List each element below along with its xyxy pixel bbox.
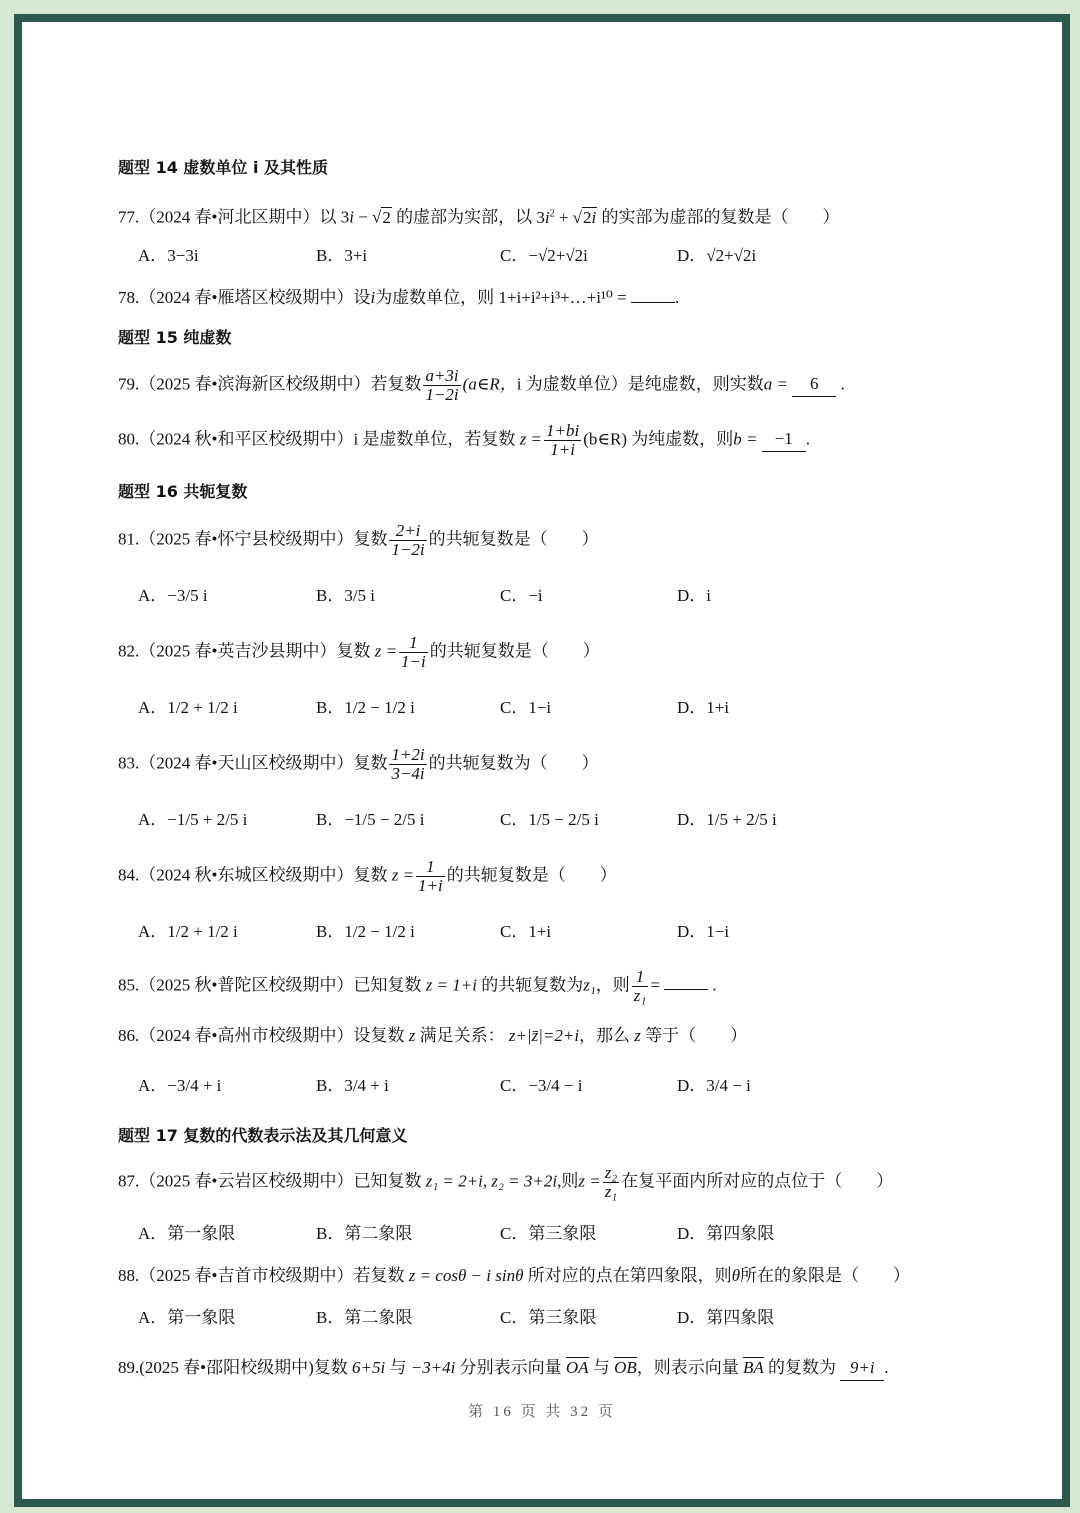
q87-text: 已知复数 [353, 1171, 422, 1191]
option-c[interactable]: C．1+i [500, 922, 552, 941]
question-81 [118, 522, 599, 559]
q77-expr-1: 3i − √2 [340, 207, 391, 227]
option-d[interactable]: D．1+i [677, 698, 730, 717]
section-title-15: 题型 15 纯虚数 [118, 328, 232, 347]
q78-expr: 1+i+i²+i³+…+i¹⁰ = [498, 288, 627, 307]
document-page [22, 22, 1062, 1499]
fraction: $\frac{a+3i}{1-2i}$ [425, 366, 459, 404]
q83-text-2: 的共轭复数为（ ） [428, 753, 599, 773]
q89-text: 复数 [313, 1358, 348, 1377]
q85-text-2: 的共轭复数为 [481, 975, 584, 995]
q86-text-2: 满足关系： [419, 1026, 505, 1045]
fraction: $\frac{2+i}{1-2i}$ [391, 521, 425, 559]
q87-text-2: 则 [561, 1171, 579, 1191]
q88-text-3: 所在的象限是（ ） [740, 1266, 911, 1285]
question-87 [118, 1164, 893, 1201]
q77-number: 77. [118, 207, 140, 227]
q88-theta: θ [731, 1266, 741, 1285]
option-a[interactable]: A．−3/5 i [138, 586, 208, 605]
q80-text-2: (b∈R) 为纯虚数，则 [583, 429, 734, 449]
option-a[interactable]: A．1/2 + 1/2 i [138, 922, 238, 941]
q89-text-3: 分别表示向量 [459, 1358, 562, 1377]
q85-number: 85. [118, 975, 140, 995]
q89-expr-1: 6+5i [352, 1358, 386, 1377]
option-c[interactable]: C．−√2+√2i [500, 246, 588, 265]
q86-source: （2024 春•高州市校级期中） [139, 1026, 354, 1045]
q88-expr: z = cosθ − i sinθ [408, 1266, 524, 1285]
q80-number: 80. [118, 429, 140, 449]
q86-text-3: ，那么 [579, 1026, 631, 1045]
q80-source: （2024 秋•和平区校级期中） [139, 429, 354, 449]
q82-source: （2025 春•英吉沙县期中） [139, 641, 337, 661]
question-80 [118, 422, 810, 459]
answer-blank[interactable]: 9+i [840, 1356, 884, 1381]
q89-text-5: ，则表示向量 [636, 1358, 739, 1377]
q85-source: （2025 秋•普陀区校级期中） [139, 975, 354, 995]
fraction: $\frac{1}{\text{z₁}}$ [633, 967, 647, 1005]
vector-ba: BA [743, 1358, 764, 1377]
section-title-17: 题型 17 复数的代数表示法及其几何意义 [118, 1126, 408, 1145]
section-title-14: 题型 14 虚数单位 i 及其性质 [118, 158, 329, 177]
question-86 [118, 1024, 747, 1048]
option-d[interactable]: D．第四象限 [677, 1224, 775, 1243]
q82-text: 复数 [336, 641, 371, 661]
q89-number: 89. [118, 1358, 140, 1377]
q88-source: （2025 春•吉首市校级期中） [139, 1266, 354, 1285]
q77-source: （2024 春•河北区期中） [139, 207, 320, 227]
option-a[interactable]: A．−1/5 + 2/5 i [138, 810, 248, 829]
q79-number: 79. [118, 374, 140, 394]
q81-number: 81. [118, 529, 140, 549]
option-b[interactable]: B．3/5 i [316, 586, 376, 605]
option-d[interactable]: D．i [677, 586, 711, 605]
q80-var-2: b = [733, 429, 758, 449]
q84-source: （2024 秋•东城区校级期中） [139, 865, 354, 885]
option-c[interactable]: C．1/5 − 2/5 i [500, 810, 599, 829]
vector-ob: OB [614, 1358, 637, 1377]
q85-end: . [712, 975, 717, 995]
q82-number: 82. [118, 641, 140, 661]
q89-text-2: 与 [389, 1358, 407, 1377]
q77-expr-2: $3i^2 + √2i$ [536, 207, 597, 227]
option-a[interactable]: A．3−3i [138, 246, 199, 265]
option-c[interactable]: C．−i [500, 586, 543, 605]
fraction: $\frac{\text{z₂}}{\text{z₁}}$ [604, 1163, 618, 1201]
q80-text: i 是虚数单位，若复数 [353, 429, 516, 449]
q79-source: （2025 春•滨海新区校级期中） [139, 374, 371, 394]
q87-text-3: 在复平面内所对应的点位于（ ） [621, 1171, 894, 1191]
q89-text-6: 的复数为 [768, 1358, 837, 1377]
q79-text-2: (a∈R， [462, 374, 517, 394]
q82-var: z = [374, 641, 398, 661]
q84-text: 复数 [353, 865, 388, 885]
answer-blank[interactable] [631, 302, 675, 303]
q86-text-4: 等于（ ） [645, 1026, 748, 1045]
q85-z1: z₁ [583, 975, 596, 995]
q87-number: 87. [118, 1171, 140, 1191]
q78-text-2: 为虚数单位，则 [375, 288, 495, 307]
q87-expr: z₁ = 2+i, z₂ = 3+2i, [425, 1171, 562, 1191]
fraction: $\frac{1+bi}{1+i}$ [546, 421, 580, 459]
q85-expr: z = 1+i [425, 975, 477, 995]
answer-blank[interactable] [664, 989, 708, 990]
q84-number: 84. [118, 865, 140, 885]
fraction: $\frac{1}{1+i}$ [418, 857, 443, 895]
q81-text-2: 的共轭复数是（ ） [428, 529, 599, 549]
fraction: $\frac{1}{1-i}$ [401, 633, 426, 671]
question-83 [118, 746, 599, 783]
question-82 [118, 634, 600, 671]
option-a[interactable]: A．第一象限 [138, 1308, 236, 1327]
q85-text-3: ，则 [595, 975, 630, 995]
option-d[interactable]: D．3/4 − i [677, 1076, 751, 1095]
question-89 [118, 1356, 889, 1381]
q79-end: . [840, 374, 845, 394]
q84-text-2: 的共轭复数是（ ） [446, 865, 617, 885]
q83-text: 复数 [353, 753, 388, 773]
q77-text-2: 的虚部为实部，以 [396, 207, 533, 227]
page-footer: 第 16 页 共 32 页 [468, 1404, 616, 1420]
q86-var: z [408, 1026, 416, 1045]
q86-expr: z+|z̄|=2+i [508, 1026, 580, 1045]
q85-eq: = [650, 975, 660, 995]
option-d[interactable]: D．√2+√2i [677, 246, 757, 265]
option-b[interactable]: B．第二象限 [316, 1224, 413, 1243]
option-b[interactable]: B．1/2 − 1/2 i [316, 698, 415, 717]
option-a[interactable]: A．−3/4 + i [138, 1076, 222, 1095]
q85-text: 已知复数 [353, 975, 422, 995]
q88-text-2: 所对应的点在第四象限，则 [527, 1266, 732, 1285]
q88-number: 88. [118, 1266, 140, 1285]
option-d[interactable]: D．第四象限 [677, 1308, 775, 1327]
q84-var: z = [391, 865, 415, 885]
question-77 [118, 202, 840, 230]
q80-var: z = [519, 429, 543, 449]
q79-text: 若复数 [370, 374, 422, 394]
option-c[interactable]: C．−3/4 − i [500, 1076, 583, 1095]
q83-number: 83. [118, 753, 140, 773]
question-84 [118, 858, 617, 895]
q81-source: （2025 春•怀宁县校级期中） [139, 529, 354, 549]
q86-var-2: z [634, 1026, 641, 1045]
vector-oa: OA [565, 1358, 589, 1377]
option-d[interactable]: D．1/5 + 2/5 i [677, 810, 777, 829]
question-79 [118, 367, 845, 404]
page-frame [14, 14, 1070, 1507]
option-b[interactable]: B．第二象限 [316, 1308, 413, 1327]
section-title-16: 题型 16 共轭复数 [118, 482, 248, 501]
question-88 [118, 1264, 910, 1288]
option-c[interactable]: C．第三象限 [500, 1224, 597, 1243]
answer-blank[interactable]: 6 [792, 372, 836, 397]
q89-end: . [884, 1358, 889, 1377]
option-b[interactable]: B．3+i [316, 246, 368, 265]
q87-source: （2025 春•云岩区校级期中） [139, 1171, 354, 1191]
q87-var: z = [578, 1171, 601, 1191]
q86-number: 86. [118, 1026, 140, 1045]
fraction: $\frac{1+2i}{3-4i}$ [391, 745, 425, 783]
q77-text: 以 [319, 207, 337, 227]
question-78: 78.（2024 春•雁塔区校级期中）设i为虚数单位，则 1+i+i²+i³+…+i¹⁰ = . [118, 288, 680, 307]
option-c[interactable]: C．1−i [500, 698, 552, 717]
q86-text: 设复数 [353, 1026, 405, 1045]
option-b[interactable]: B．−1/5 − 2/5 i [316, 810, 425, 829]
q89-text-4: 与 [592, 1358, 610, 1377]
option-a[interactable]: A．1/2 + 1/2 i [138, 698, 238, 717]
q78-text: 设 [353, 288, 371, 307]
option-c[interactable]: C．第三象限 [500, 1308, 597, 1327]
question-85 [118, 968, 717, 1005]
q79-var: a = [763, 374, 789, 394]
q77-text-3: 的实部为虚部的复数是（ ） [601, 207, 840, 227]
q79-text-3: i 为虚数单位）是纯虚数，则实数 [516, 374, 764, 394]
q80-end: . [805, 429, 810, 449]
q88-text: 若复数 [353, 1266, 405, 1285]
q78-source: （2024 春•雁塔区校级期中） [139, 288, 354, 307]
q78-end: . [674, 288, 680, 307]
option-b[interactable]: B．3/4 + i [316, 1076, 389, 1095]
q82-text-2: 的共轭复数是（ ） [429, 641, 600, 661]
q83-source: （2024 春•天山区校级期中） [139, 753, 354, 773]
q78-number: 78. [118, 288, 140, 307]
answer-blank[interactable]: −1 [762, 427, 806, 452]
option-b[interactable]: B．1/2 − 1/2 i [316, 922, 415, 941]
option-d[interactable]: D．1−i [677, 922, 730, 941]
option-a[interactable]: A．第一象限 [138, 1224, 236, 1243]
q81-text: 复数 [353, 529, 388, 549]
q89-source: (2025 春•邵阳校级期中) [139, 1358, 314, 1377]
q89-expr-2: −3+4i [410, 1358, 456, 1377]
